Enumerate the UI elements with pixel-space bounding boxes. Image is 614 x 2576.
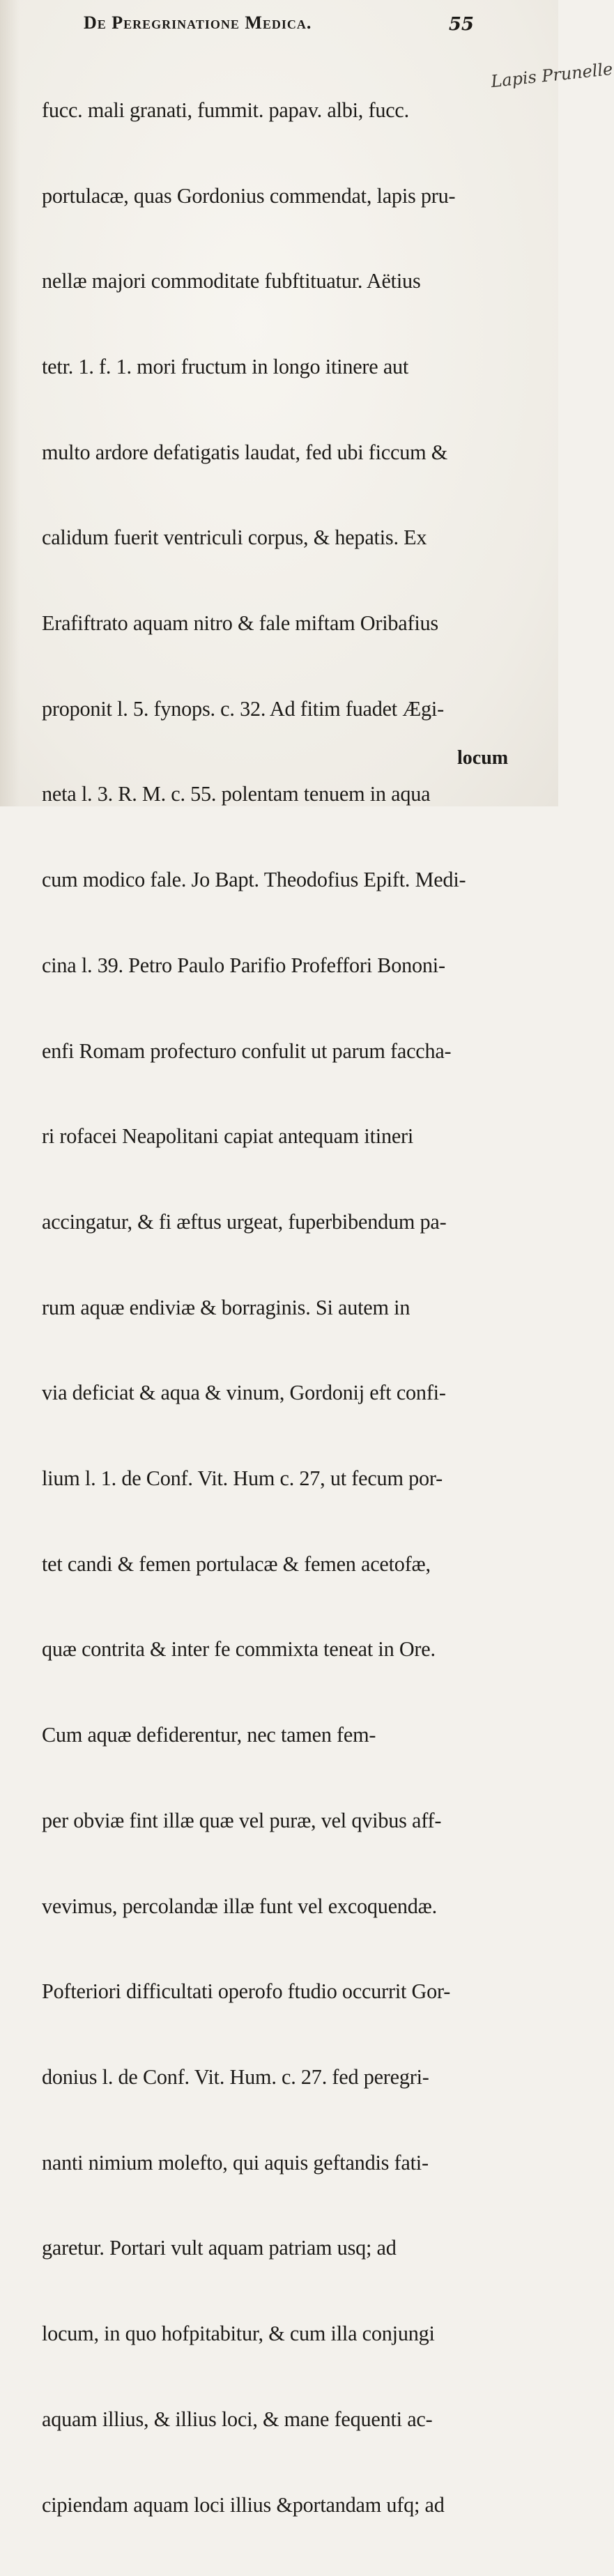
text-line: accingatur, & fi æftus urgeat, fuperbibendum pa- xyxy=(42,1209,447,1234)
marginal-annotation: Lapis Prunelle xyxy=(490,59,614,92)
text-line: via deficiat & aqua & vinum, Gordonij eft confi- xyxy=(42,1381,446,1405)
page-header xyxy=(84,13,474,33)
running-head: De Peregrinatione Medica. xyxy=(84,13,312,33)
text-line: fucc. mali granati, fummit. papav. albi, fucc. xyxy=(42,98,409,122)
text-line: Erafiftrato aquam nitro & fale miftam Oribafius xyxy=(42,611,438,636)
text-line: Cum aquæ defiderentur, nec tamen fem- xyxy=(42,1723,376,1747)
catchword: locum xyxy=(457,747,509,769)
text-line: tetr. 1. f. 1. mori fructum in longo itinere aut xyxy=(42,354,409,378)
body-text xyxy=(42,39,488,2576)
text-line: multo ardore defatigatis laudat, fed ubi ficcum & xyxy=(42,440,448,464)
page-number: 55 xyxy=(448,14,474,35)
text-line: nellæ majori commoditate fubftituatur. Aëtius xyxy=(42,269,421,293)
text-line: cum modico fale. Jo Bapt. Theodofius Epift. Medi- xyxy=(42,868,466,892)
text-line: tet candi & femen portulacæ & femen acetofæ, xyxy=(42,1551,431,1576)
text-line: cipiendam aquam loci illius &portandam ufq; ad xyxy=(42,2492,445,2517)
text-line: enfi Romam profecturo confulit ut parum faccha- xyxy=(42,1038,452,1063)
text-line: calidum fuerit ventriculi corpus, & hepatis. Ex xyxy=(42,526,427,550)
text-line: quæ contrita & inter fe commixta teneat in Ore. xyxy=(42,1637,436,1662)
text-line: rum aquæ endiviæ & borraginis. Si autem in xyxy=(42,1295,410,1319)
text-line: donius l. de Conf. Vit. Hum. c. 27. fed peregri- xyxy=(42,2064,429,2089)
text-line: lium l. 1. de Conf. Vit. Hum c. 27, ut fecum por- xyxy=(42,1466,443,1491)
text-line: nanti nimium molefto, qui aquis geftandis fati- xyxy=(42,2150,429,2175)
text-line: garetur. Portari vult aquam patriam usq; ad xyxy=(42,2236,397,2260)
text-line: Pofteriori difficultati operofo ftudio occurrit Gor- xyxy=(42,1979,451,2004)
text-line: aquam illius, & illius loci, & mane fequenti ac- xyxy=(42,2407,433,2431)
text-line: per obviæ fint illæ quæ vel puræ, vel qvibus aff- xyxy=(42,1808,442,1832)
text-line: proponit l. 5. fynops. c. 32. Ad fitim fuadet Ægi- xyxy=(42,696,444,721)
text-line: locum, in quo hofpitabitur, & cum illa conjungi xyxy=(42,2322,435,2346)
text-line: vevimus, percolandæ illæ funt vel excoquendæ. xyxy=(42,1894,437,1918)
text-line: cina l. 39. Petro Paulo Parifio Profeffori Bononi- xyxy=(42,953,445,977)
text-line: portulacæ, quas Gordonius commendat, lapis pru- xyxy=(42,183,456,208)
text-line: ri rofacei Neapolitani capiat antequam itineri xyxy=(42,1124,414,1149)
text-line: neta l. 3. R. M. c. 55. polentam tenuem in aqua xyxy=(42,782,431,806)
page-gutter-shade xyxy=(0,0,20,806)
